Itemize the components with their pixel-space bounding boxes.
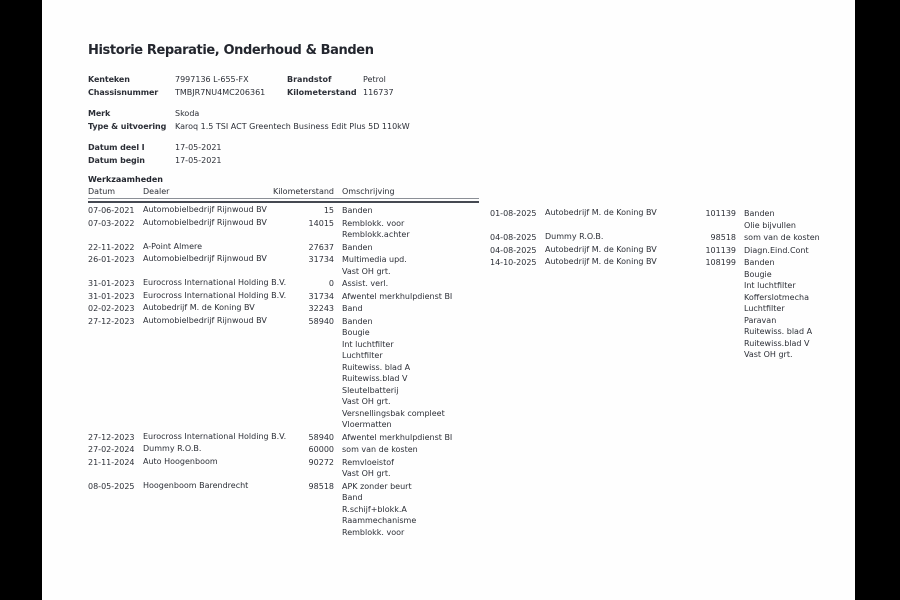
row-kilometerstand: 58940 (308, 316, 334, 326)
row-omschrijving-item: Luchtfilter (744, 304, 785, 313)
row-omschrijving-item: Int luchtfilter (342, 339, 394, 349)
row-datum: 31-01-2023 (88, 291, 135, 301)
table-body-right (490, 208, 834, 361)
header-kilometerstand: Kilometerstand (272, 187, 334, 196)
row-kilometerstand: 0 (328, 279, 334, 288)
table-row (88, 205, 479, 217)
kenteken-value: 7997136 L-655-FX (175, 75, 249, 84)
row-omschrijving-item: Diagn.Eind.Cont (744, 245, 809, 255)
row-omschrijving-item: Bougie (744, 269, 772, 279)
row-dealer: Hoogenboom Barendrecht (143, 480, 249, 490)
datum-begin-value: 17-05-2021 (175, 156, 222, 165)
header-omschrijving: Omschrijving (342, 187, 395, 196)
row-datum: 08-05-2025 (88, 481, 135, 491)
row-dealer: Automobielbedrijf Rijnwoud BV (143, 217, 267, 227)
merk-label: Merk (88, 109, 111, 118)
row-kilometerstand: 101139 (705, 209, 736, 218)
row-dealer: Eurocross International Holding B.V. (143, 290, 287, 300)
header-datum: Datum (88, 187, 116, 196)
meta-line-1 (88, 75, 808, 86)
row-omschrijving-item: Kofferslotmecha (744, 292, 809, 302)
row-omschrijving-item: Vast OH grt. (342, 397, 391, 406)
row-omschrijving (334, 303, 479, 315)
table-row (88, 316, 479, 431)
row-dealer: Dummy R.O.B. (545, 232, 604, 241)
table-row (88, 291, 479, 303)
row-omschrijving-item: Int luchtfilter (744, 281, 796, 290)
brandstof-label: Brandstof (287, 75, 332, 84)
row-omschrijving (334, 254, 479, 277)
table-row (88, 444, 479, 456)
row-dealer: Automobielbedrijf Rijnwoud BV (143, 315, 267, 325)
row-dealer: Automobielbedrijf Rijnwoud BV (143, 254, 267, 263)
row-datum: 14-10-2025 (490, 258, 537, 267)
row-dealer: Autobedrijf M. de Koning BV (545, 257, 657, 266)
chassisnummer-value: TMBJR7NU4MC206361 (175, 88, 266, 97)
werkzaamheden-table-left (88, 187, 479, 539)
row-omschrijving (736, 257, 834, 361)
row-omschrijving-item: Luchtfilter (342, 351, 383, 360)
row-omschrijving-item: Assist. verl. (342, 279, 389, 288)
row-kilometerstand: 15 (323, 206, 334, 215)
row-omschrijving-item: Paravan (744, 315, 777, 325)
row-omschrijving-item: Ruitewiss.blad V (342, 374, 408, 383)
row-dealer: Automobielbedrijf Rijnwoud BV (143, 205, 267, 214)
row-datum: 04-08-2025 (490, 233, 537, 242)
table-row (88, 254, 479, 277)
row-dealer: Autobedrijf M. de Koning BV (545, 244, 657, 254)
row-omschrijving-item: som van de kosten (744, 233, 820, 242)
row-kilometerstand: 108199 (705, 258, 736, 267)
brandstof-value: Petrol (363, 75, 386, 84)
datum-deel-1-value: 17-05-2021 (175, 143, 222, 152)
header-dealer: Dealer (143, 187, 170, 196)
table-row (490, 208, 834, 231)
row-omschrijving (736, 232, 834, 244)
row-dealer: A-Point Almere (143, 241, 203, 251)
row-omschrijving-item: Banden (342, 316, 373, 326)
row-omschrijving-item: Multimedia upd. (342, 255, 407, 264)
row-dealer: Auto Hoogenboom (143, 456, 218, 466)
row-omschrijving (334, 205, 479, 217)
table-row (88, 278, 479, 290)
werkzaamheden-table-right (490, 206, 834, 362)
row-omschrijving (334, 444, 479, 456)
table-row (88, 432, 479, 444)
row-kilometerstand: 31734 (308, 255, 334, 264)
row-omschrijving-item: Olie bijvullen (744, 220, 796, 230)
row-omschrijving (334, 481, 479, 539)
row-omschrijving (736, 208, 834, 231)
table-row (490, 232, 834, 244)
row-omschrijving-item: Ruitewiss. blad A (342, 362, 411, 372)
row-omschrijving-item: Remblokk. voor (342, 218, 405, 228)
row-datum: 04-08-2025 (490, 245, 537, 255)
datum-deel-1-label: Datum deel I (88, 143, 145, 152)
row-omschrijving-item: Versnellingsbak compleet (342, 408, 445, 418)
row-omschrijving-item: Afwentel merkhulpdienst BI (342, 432, 453, 442)
row-omschrijving-item: Band (342, 304, 363, 313)
row-omschrijving (334, 432, 479, 444)
row-omschrijving-item: som van de kosten (342, 445, 418, 454)
kilometerstand-value: 116737 (363, 88, 394, 97)
row-omschrijving-item: Band (342, 493, 363, 502)
meta-line-6 (88, 156, 808, 167)
row-omschrijving-item: Remblokk. voor (342, 527, 405, 537)
type-uitvoering-label: Type & uitvoering (88, 122, 167, 131)
row-omschrijving (736, 245, 834, 257)
row-datum: 27-12-2023 (88, 316, 135, 326)
row-omschrijving-item: Raammechanisme (342, 516, 417, 525)
row-dealer: Eurocross International Holding B.V. (143, 278, 287, 287)
row-datum: 31-01-2023 (88, 279, 135, 288)
table-row (88, 242, 479, 254)
row-kilometerstand: 14015 (308, 218, 334, 228)
table-row (490, 257, 834, 361)
page-title: Historie Reparatie, Onderhoud & Banden (88, 43, 374, 58)
row-omschrijving-item: Vast OH grt. (342, 266, 391, 276)
row-omschrijving-item: Afwentel merkhulpdienst BI (342, 291, 453, 301)
row-datum: 27-12-2023 (88, 432, 135, 442)
row-omschrijving-item: R.schijf+blokk.A (342, 504, 407, 514)
meta-line-3 (88, 109, 808, 120)
row-dealer: Eurocross International Holding B.V. (143, 431, 287, 441)
row-omschrijving-item: Banden (342, 242, 373, 252)
row-omschrijving-item: Ruitewiss.blad V (744, 338, 810, 348)
row-datum: 07-03-2022 (88, 218, 135, 228)
merk-value: Skoda (175, 109, 200, 118)
row-datum: 26-01-2023 (88, 255, 135, 264)
datum-begin-label: Datum begin (88, 156, 145, 165)
row-kilometerstand: 58940 (308, 432, 334, 442)
row-omschrijving-item: Banden (744, 258, 775, 267)
row-omschrijving (334, 242, 479, 254)
meta-line-5 (88, 143, 808, 154)
row-omschrijving (334, 457, 479, 480)
row-dealer: Autobedrijf M. de Koning BV (143, 303, 255, 312)
row-kilometerstand: 98518 (308, 481, 334, 491)
row-dealer: Autobedrijf M. de Koning BV (545, 208, 657, 217)
row-kilometerstand: 60000 (308, 445, 334, 454)
row-omschrijving-item: Banden (342, 206, 373, 215)
row-omschrijving-item: Vast OH grt. (342, 469, 391, 478)
table-row (88, 303, 479, 315)
row-omschrijving-item: Sleutelbatterij (342, 385, 399, 395)
row-kilometerstand: 31734 (308, 291, 334, 301)
type-uitvoering-value: Karoq 1.5 TSI ACT Greentech Business Edit Plus 5D 110kW (175, 122, 410, 131)
kenteken-label: Kenteken (88, 75, 130, 84)
table-row (88, 218, 479, 241)
table-row (88, 481, 479, 539)
row-omschrijving (334, 291, 479, 303)
row-omschrijving-item: Ruitewiss. blad A (744, 327, 813, 336)
row-omschrijving-item: Remblokk.achter (342, 230, 410, 239)
row-omschrijving (334, 218, 479, 241)
row-kilometerstand: 98518 (710, 233, 736, 242)
kilometerstand-label: Kilometerstand (287, 88, 357, 97)
table-body-left (88, 205, 479, 538)
row-datum: 22-11-2022 (88, 242, 135, 252)
row-datum: 21-11-2024 (88, 457, 135, 467)
row-datum: 01-08-2025 (490, 209, 537, 218)
document-page (42, 0, 855, 600)
werkzaamheden-section-title: Werkzaamheden (88, 175, 163, 184)
row-omschrijving (334, 316, 479, 431)
row-datum: 07-06-2021 (88, 206, 135, 215)
table-header-row (88, 187, 479, 199)
row-kilometerstand: 32243 (308, 304, 334, 313)
table-row (88, 457, 479, 480)
meta-line-2 (88, 88, 808, 99)
row-kilometerstand: 90272 (308, 457, 334, 467)
row-omschrijving (334, 278, 479, 290)
meta-line-4 (88, 122, 808, 133)
row-omschrijving-item: Vloermatten (342, 420, 392, 429)
row-dealer: Dummy R.O.B. (143, 444, 202, 453)
row-omschrijving-item: Bougie (342, 328, 370, 337)
row-omschrijving-item: APK zonder beurt (342, 481, 412, 491)
table-row (490, 245, 834, 257)
row-datum: 27-02-2024 (88, 445, 135, 454)
chassisnummer-label: Chassisnummer (88, 88, 159, 97)
row-datum: 02-02-2023 (88, 304, 135, 313)
row-omschrijving-item: Vast OH grt. (744, 350, 793, 359)
table-header-rule (88, 201, 479, 203)
row-kilometerstand: 101139 (705, 245, 736, 255)
row-kilometerstand: 27637 (308, 242, 334, 252)
row-omschrijving-item: Banden (744, 209, 775, 218)
row-omschrijving-item: Remvloeistof (342, 457, 394, 467)
